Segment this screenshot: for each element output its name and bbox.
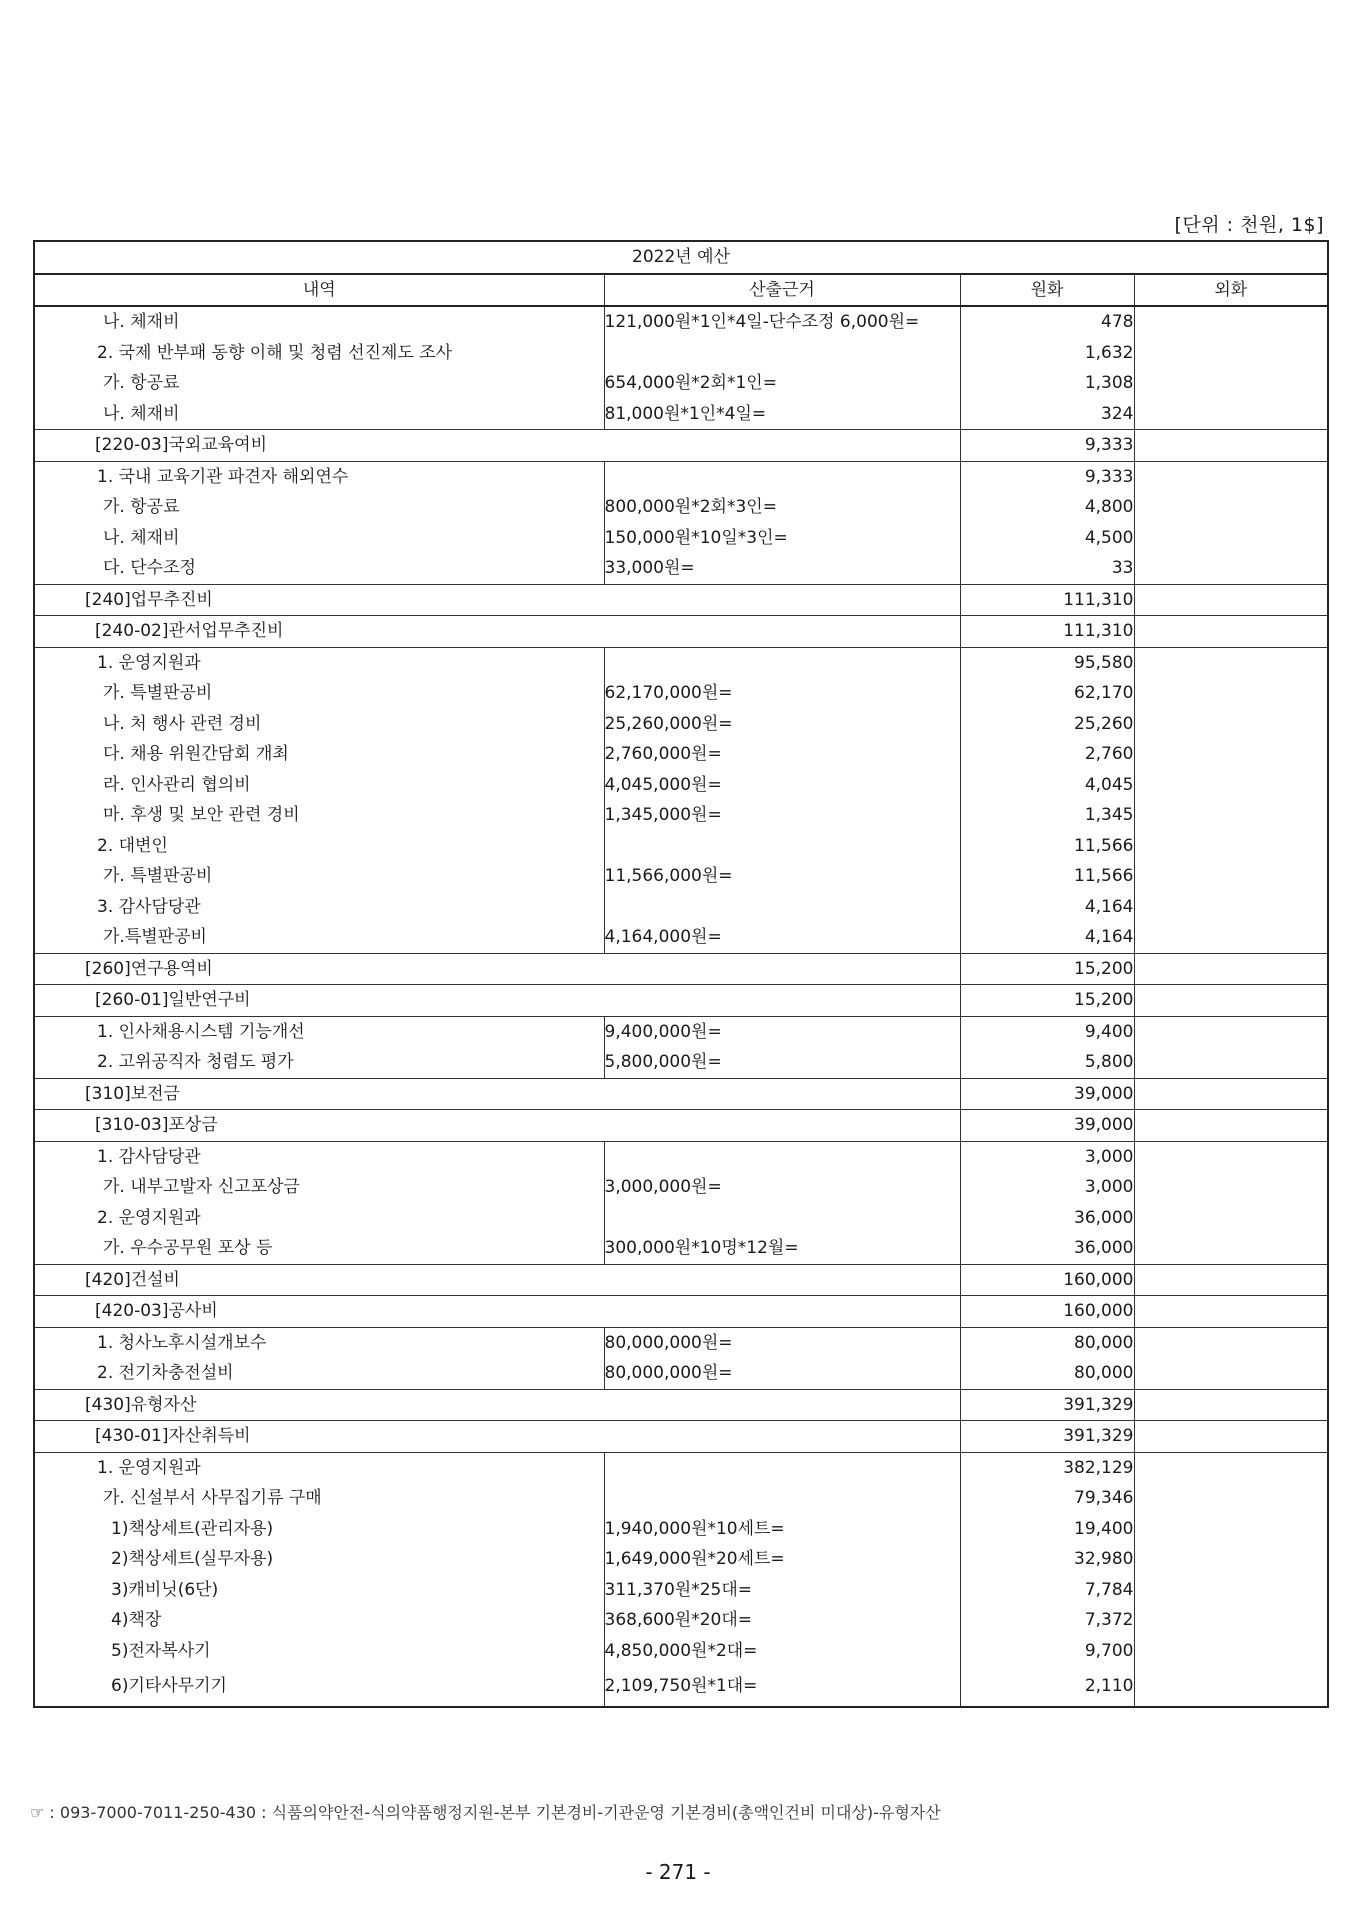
row-foreign (1134, 1172, 1328, 1203)
row-label: 나. 처 행사 관련 경비 (34, 709, 604, 740)
row-label: 다. 단수조정 (34, 553, 604, 584)
header-basis: 산출근거 (604, 274, 960, 307)
row-won: 32,980 (960, 1544, 1134, 1575)
row-label: [420-03]공사비 (34, 1296, 960, 1328)
table-row (34, 1544, 1328, 1575)
row-foreign (1134, 1666, 1328, 1707)
row-foreign (1134, 739, 1328, 770)
row-won: 478 (960, 306, 1134, 338)
row-basis: 33,000원= (604, 553, 960, 584)
row-won: 391,329 (960, 1389, 1134, 1421)
row-foreign (1134, 338, 1328, 369)
row-foreign (1134, 492, 1328, 523)
table-row (34, 985, 1328, 1017)
table-row (34, 1078, 1328, 1110)
table-row (34, 399, 1328, 430)
row-won: 36,000 (960, 1233, 1134, 1264)
row-label: 1. 운영지원과 (34, 647, 604, 678)
row-won: 4,500 (960, 523, 1134, 554)
row-won: 4,164 (960, 922, 1134, 953)
row-basis: 800,000원*2회*3인= (604, 492, 960, 523)
row-foreign (1134, 1264, 1328, 1296)
row-label: 다. 채용 위원간담회 개최 (34, 739, 604, 770)
table-row (34, 647, 1328, 678)
row-won: 19,400 (960, 1514, 1134, 1545)
row-foreign (1134, 1203, 1328, 1234)
row-won: 9,333 (960, 461, 1134, 492)
table-row (34, 1172, 1328, 1203)
row-basis: 368,600원*20대= (604, 1605, 960, 1636)
row-label: 2. 고위공직자 청렴도 평가 (34, 1047, 604, 1078)
row-label: [240-02]관서업무추진비 (34, 616, 960, 648)
row-label: 2. 운영지원과 (34, 1203, 604, 1234)
row-label: 나. 체재비 (34, 523, 604, 554)
page-number: - 271 - (645, 1860, 711, 1884)
row-basis (604, 1483, 960, 1514)
row-won: 33 (960, 553, 1134, 584)
table-row (34, 709, 1328, 740)
row-basis: 654,000원*2회*1인= (604, 368, 960, 399)
row-label: [420]건설비 (34, 1264, 960, 1296)
row-won: 15,200 (960, 953, 1134, 985)
row-basis (604, 1141, 960, 1172)
budget-table (33, 240, 1329, 1708)
table-row (34, 861, 1328, 892)
table-row (34, 1452, 1328, 1483)
row-won: 80,000 (960, 1327, 1134, 1358)
table-row (34, 1296, 1328, 1328)
row-basis (604, 338, 960, 369)
table-row (34, 1389, 1328, 1421)
row-foreign (1134, 1016, 1328, 1047)
row-label: 가. 특별판공비 (34, 861, 604, 892)
row-won: 1,308 (960, 368, 1134, 399)
row-foreign (1134, 1078, 1328, 1110)
row-basis: 25,260,000원= (604, 709, 960, 740)
row-foreign (1134, 953, 1328, 985)
row-foreign (1134, 306, 1328, 338)
row-label: 가. 내부고발자 신고포상금 (34, 1172, 604, 1203)
row-foreign (1134, 985, 1328, 1017)
row-foreign (1134, 861, 1328, 892)
row-label: 3)캐비닛(6단) (34, 1575, 604, 1606)
row-won: 4,800 (960, 492, 1134, 523)
row-foreign (1134, 1233, 1328, 1264)
row-foreign (1134, 1605, 1328, 1636)
row-basis: 1,345,000원= (604, 800, 960, 831)
row-basis: 80,000,000원= (604, 1358, 960, 1389)
row-foreign (1134, 553, 1328, 584)
table-row (34, 368, 1328, 399)
row-label: 2. 국제 반부패 동향 이해 및 청렴 선진제도 조사 (34, 338, 604, 369)
row-won: 2,110 (960, 1666, 1134, 1707)
row-won: 3,000 (960, 1172, 1134, 1203)
row-foreign (1134, 1389, 1328, 1421)
table-row (34, 953, 1328, 985)
row-won: 9,333 (960, 430, 1134, 462)
row-basis: 3,000,000원= (604, 1172, 960, 1203)
row-won: 4,164 (960, 892, 1134, 923)
row-label: 가. 항공료 (34, 368, 604, 399)
table-row (34, 1636, 1328, 1667)
row-label: 1)책상세트(관리자용) (34, 1514, 604, 1545)
row-foreign (1134, 892, 1328, 923)
row-basis (604, 461, 960, 492)
row-label: 3. 감사담당관 (34, 892, 604, 923)
row-label: [260-01]일반연구비 (34, 985, 960, 1017)
row-foreign (1134, 647, 1328, 678)
table-row (34, 492, 1328, 523)
table-row (34, 306, 1328, 338)
row-basis: 80,000,000원= (604, 1327, 960, 1358)
row-won: 9,400 (960, 1016, 1134, 1047)
table-row (34, 461, 1328, 492)
row-won: 15,200 (960, 985, 1134, 1017)
row-label: 1. 국내 교육기관 파견자 해외연수 (34, 461, 604, 492)
row-basis: 150,000원*10일*3인= (604, 523, 960, 554)
row-foreign (1134, 1483, 1328, 1514)
row-label: [430]유형자산 (34, 1389, 960, 1421)
row-foreign (1134, 461, 1328, 492)
row-won: 39,000 (960, 1110, 1134, 1142)
row-label: 가. 특별판공비 (34, 678, 604, 709)
row-won: 7,784 (960, 1575, 1134, 1606)
row-won: 39,000 (960, 1078, 1134, 1110)
table-row (34, 584, 1328, 616)
table-row (34, 553, 1328, 584)
row-foreign (1134, 709, 1328, 740)
row-label: 4)책장 (34, 1605, 604, 1636)
row-label: 1. 감사담당관 (34, 1141, 604, 1172)
row-label: 5)전자복사기 (34, 1636, 604, 1667)
row-won: 36,000 (960, 1203, 1134, 1234)
row-won: 5,800 (960, 1047, 1134, 1078)
table-row (34, 1203, 1328, 1234)
table-row (34, 1483, 1328, 1514)
row-won: 1,632 (960, 338, 1134, 369)
table-row (34, 922, 1328, 953)
unit-note: [단위 : 천원, 1$] (1174, 214, 1324, 236)
row-label: 2. 대변인 (34, 831, 604, 862)
table-row (34, 1016, 1328, 1047)
table-row (34, 338, 1328, 369)
row-foreign (1134, 678, 1328, 709)
row-foreign (1134, 1421, 1328, 1453)
row-foreign (1134, 1327, 1328, 1358)
row-won: 3,000 (960, 1141, 1134, 1172)
row-won: 62,170 (960, 678, 1134, 709)
table-row (34, 1514, 1328, 1545)
table-row (34, 1233, 1328, 1264)
row-basis: 300,000원*10명*12월= (604, 1233, 960, 1264)
table-row (34, 430, 1328, 462)
row-won: 79,346 (960, 1483, 1134, 1514)
row-label: [220-03]국외교육여비 (34, 430, 960, 462)
table-row (34, 523, 1328, 554)
row-basis: 1,940,000원*10세트= (604, 1514, 960, 1545)
row-label: 2. 전기차충전설비 (34, 1358, 604, 1389)
row-foreign (1134, 1514, 1328, 1545)
row-foreign (1134, 1544, 1328, 1575)
row-foreign (1134, 831, 1328, 862)
row-basis (604, 831, 960, 862)
row-foreign (1134, 584, 1328, 616)
row-basis: 5,800,000원= (604, 1047, 960, 1078)
row-foreign (1134, 1296, 1328, 1328)
row-label: 1. 인사채용시스템 기능개선 (34, 1016, 604, 1047)
row-won: 160,000 (960, 1264, 1134, 1296)
row-foreign (1134, 1636, 1328, 1667)
table-row (34, 616, 1328, 648)
table-row (34, 1575, 1328, 1606)
row-basis: 81,000원*1인*4일= (604, 399, 960, 430)
row-basis: 4,850,000원*2대= (604, 1636, 960, 1667)
row-foreign (1134, 800, 1328, 831)
row-foreign (1134, 399, 1328, 430)
row-foreign (1134, 770, 1328, 801)
row-basis: 121,000원*1인*4일-단수조정 6,000원= (604, 306, 960, 338)
table-row (34, 1047, 1328, 1078)
row-label: 1. 청사노후시설개보수 (34, 1327, 604, 1358)
row-foreign (1134, 523, 1328, 554)
row-foreign (1134, 1575, 1328, 1606)
row-won: 95,580 (960, 647, 1134, 678)
row-label: 가. 우수공무원 포상 등 (34, 1233, 604, 1264)
row-basis: 311,370원*25대= (604, 1575, 960, 1606)
row-basis: 1,649,000원*20세트= (604, 1544, 960, 1575)
row-won: 160,000 (960, 1296, 1134, 1328)
row-basis: 2,109,750원*1대= (604, 1666, 960, 1707)
row-won: 324 (960, 399, 1134, 430)
row-label: [240]업무추진비 (34, 584, 960, 616)
row-label: 마. 후생 및 보안 관련 경비 (34, 800, 604, 831)
row-basis (604, 1452, 960, 1483)
table-row (34, 1141, 1328, 1172)
table-row (34, 1264, 1328, 1296)
row-basis: 9,400,000원= (604, 1016, 960, 1047)
table-row (34, 1327, 1328, 1358)
row-basis (604, 647, 960, 678)
row-label: [310]보전금 (34, 1078, 960, 1110)
header-won: 원화 (960, 274, 1134, 307)
row-label: 가.특별판공비 (34, 922, 604, 953)
table-title: 2022년 예산 (34, 241, 1328, 274)
row-basis (604, 892, 960, 923)
table-row (34, 800, 1328, 831)
row-won: 391,329 (960, 1421, 1134, 1453)
row-foreign (1134, 368, 1328, 399)
row-label: 라. 인사관리 협의비 (34, 770, 604, 801)
row-foreign (1134, 922, 1328, 953)
table-row (34, 739, 1328, 770)
row-won: 11,566 (960, 831, 1134, 862)
row-label: 가. 항공료 (34, 492, 604, 523)
footnote: ☞ : 093-7000-7011-250-430 : 식품의약안전-식의약품행정지원-본부 기본경비-기관운영 기본경비(총액인건비 미대상)-유형자산 (30, 1803, 941, 1822)
row-label: [430-01]자산취득비 (34, 1421, 960, 1453)
row-won: 9,700 (960, 1636, 1134, 1667)
row-basis: 2,760,000원= (604, 739, 960, 770)
table-row (34, 1110, 1328, 1142)
row-won: 111,310 (960, 584, 1134, 616)
table-row (34, 1666, 1328, 1707)
row-basis: 11,566,000원= (604, 861, 960, 892)
row-foreign (1134, 616, 1328, 648)
table-body (34, 306, 1328, 1707)
row-label: [310-03]포상금 (34, 1110, 960, 1142)
table-row (34, 1605, 1328, 1636)
table-row (34, 678, 1328, 709)
row-label: 2)책상세트(실무자용) (34, 1544, 604, 1575)
row-label: 1. 운영지원과 (34, 1452, 604, 1483)
row-foreign (1134, 1141, 1328, 1172)
row-foreign (1134, 1110, 1328, 1142)
row-won: 382,129 (960, 1452, 1134, 1483)
row-foreign (1134, 1358, 1328, 1389)
row-won: 11,566 (960, 861, 1134, 892)
row-won: 80,000 (960, 1358, 1134, 1389)
row-won: 1,345 (960, 800, 1134, 831)
table-row (34, 1421, 1328, 1453)
row-won: 7,372 (960, 1605, 1134, 1636)
row-won: 25,260 (960, 709, 1134, 740)
row-label: 가. 신설부서 사무집기류 구매 (34, 1483, 604, 1514)
row-won: 4,045 (960, 770, 1134, 801)
row-label: 6)기타사무기기 (34, 1666, 604, 1707)
table-row (34, 831, 1328, 862)
row-basis: 4,164,000원= (604, 922, 960, 953)
row-foreign (1134, 1047, 1328, 1078)
row-label: 나. 체재비 (34, 399, 604, 430)
row-label: 나. 체재비 (34, 306, 604, 338)
table-row (34, 770, 1328, 801)
row-foreign (1134, 1452, 1328, 1483)
row-basis: 62,170,000원= (604, 678, 960, 709)
header-description: 내역 (34, 274, 604, 307)
row-won: 111,310 (960, 616, 1134, 648)
row-foreign (1134, 430, 1328, 462)
row-label: [260]연구용역비 (34, 953, 960, 985)
table-row (34, 1358, 1328, 1389)
row-basis: 4,045,000원= (604, 770, 960, 801)
header-foreign: 외화 (1134, 274, 1328, 307)
table-row (34, 892, 1328, 923)
row-basis (604, 1203, 960, 1234)
row-won: 2,760 (960, 739, 1134, 770)
